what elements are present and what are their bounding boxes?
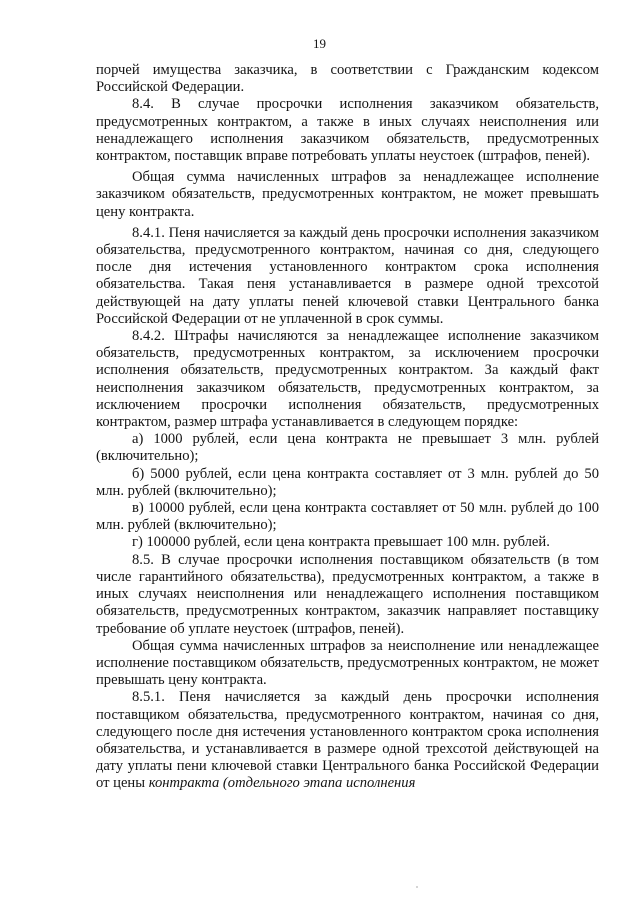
- paragraph-8-5-1-italic: контракта (отдельного этапа исполнения: [148, 775, 416, 792]
- document-body: [96, 62, 599, 793]
- list-item-b: б) 5000 рублей, если цена контракта составляет от 3 млн. рублей до 50 млн. рублей (включительно);: [96, 465, 599, 499]
- paragraph-continuation: порчей имущества заказчика, в соответствии с Гражданским кодексом Российской Федерации.: [96, 62, 599, 96]
- page-number: 19: [313, 36, 326, 51]
- paragraph-8-4-1: 8.4.1. Пеня начисляется за каждый день просрочки исполнения заказчиком обязательства, предусмотренного контрактом, начиная со дня, следующего после дня истечения установленного контрактом срока исполнения обязательства. Такая пеня устанавливается в размере одной трехсотой действующей на дату уплаты пеней ключевой ставки Центрального банка Российской Федерации от не уплаченной в срок суммы.: [96, 224, 599, 327]
- list-item-a: а) 1000 рублей, если цена контракта не превышает 3 млн. рублей (включительно);: [96, 431, 599, 465]
- paragraph-8-5-total: Общая сумма начисленных штрафов за неисполнение или ненадлежащее исполнение поставщиком обязательств, предусмотренных контрактом, не может превышать цену контракта.: [96, 637, 599, 689]
- paragraph-8-4-2: 8.4.2. Штрафы начисляются за ненадлежащее исполнение заказчиком обязательств, предусмотренных контрактом, за исключением просрочки исполнения обязательств, предусмотренных контрактом. За каждый факт неисполнения заказчиком обязательств, предусмотренных контрактом, за исключением просрочки исполнения обязательств, предусмотренных контрактом, размер штрафа устанавливается в следующем порядке:: [96, 328, 599, 431]
- paragraph-8-5: 8.5. В случае просрочки исполнения поставщиком обязательств (в том числе гарантийного обязательства), предусмотренных контрактом, а также в иных случаях неисполнения или ненадлежащего исполнения поставщиком обязательств, предусмотренных контрактом, заказчик направляет поставщику требование об уплате неустоек (штрафов, пеней).: [96, 551, 599, 637]
- scan-speck: [416, 886, 418, 888]
- list-item-g: г) 100000 рублей, если цена контракта превышает 100 млн. рублей.: [132, 534, 550, 551]
- paragraph-8-4: 8.4. В случае просрочки исполнения заказчиком обязательств, предусмотренных контрактом, а также в иных случаях неисполнения или ненадлежащего исполнения заказчиком обязательств, предусмотренных контрактом, поставщик вправе потребовать уплаты неустоек (штрафов, пеней).: [96, 96, 599, 165]
- list-item-v: в) 10000 рублей, если цена контракта составляет от 50 млн. рублей до 100 млн. рублей (включительно);: [96, 500, 599, 534]
- paragraph-8-4-total: Общая сумма начисленных штрафов за ненадлежащее исполнение заказчиком обязательств, предусмотренных контрактом, не может превышать цену контракта.: [96, 169, 599, 220]
- paragraph-8-5-1-text: 8.5.1. Пеня начисляется за каждый день просрочки исполнения поставщиком обязательства, предусмотренного контрактом, начиная со дня, следующего после дня истечения установленного контрактом срока исполнения обязательства, и устанавливается в размере одной трехсотой действующей на дату уплаты пени ключевой ставки Центрального банка Российской Федерации от цены: [96, 689, 599, 792]
- paragraph-8-5-1: [96, 689, 599, 792]
